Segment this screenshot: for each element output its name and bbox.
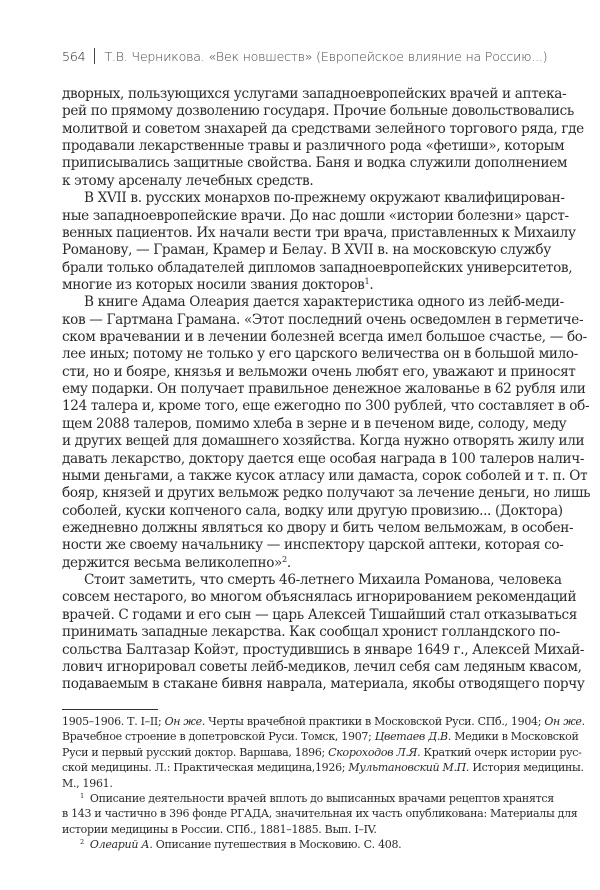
text-run: ему подарки. Он получает правильное денежное жалованье в 62 рубля или [62, 381, 586, 398]
text-run: молитвой и советом знахарей да средствами зелейного торгового ряда, где [62, 120, 584, 137]
text-line [62, 760, 584, 775]
text-line [62, 363, 576, 381]
text-run: Краткий очерк истории рус- [420, 745, 582, 759]
text-run: ков — Гартмана Грамана. «Этот последний очень осведомлен в герметиче- [62, 311, 584, 328]
text-run: лее иных; потому не только у его царского величества он в большой мило- [62, 346, 579, 363]
italic-text: Олеарий А. [89, 838, 153, 852]
text-run: щем 2088 талеров, помимо хлеба в зерне и в печеном виде, солоду, меду [62, 415, 567, 432]
text-line [62, 555, 548, 572]
text-line [62, 658, 582, 676]
italic-text: Цветаев Д.В. [374, 730, 452, 744]
text-run: . Черты врачебной практики в Московской Руси. СПб., 1904; [201, 715, 545, 728]
text-line [62, 729, 579, 744]
paragraph [62, 190, 576, 294]
text-line [62, 259, 573, 277]
footnote-marker: 2 [282, 553, 287, 564]
text-line [62, 791, 554, 806]
text-run: давать лекарство, доктору дается еще особая награда в 100 талеров налич- [62, 450, 585, 467]
text-run: принимать западные лекарства. Как сообщал хронист голландского по- [62, 624, 560, 641]
text-run: продавали лекарственные травы и различного рода «фетиши», которым [62, 138, 565, 155]
text-line [62, 572, 562, 589]
text-run: 124 талера и, кроме того, еще ежегодно по 300 рублей, что составляет в об- [62, 398, 590, 415]
text-line [62, 224, 576, 242]
text-line [62, 806, 578, 821]
page-number: 564 [62, 49, 86, 64]
paragraph [62, 86, 584, 190]
text-run: соболей, куски копченого сала, водку или другую провизию... (Доктора) [62, 502, 563, 519]
text-run: . [369, 276, 374, 293]
text-run: 1905–1906. Т. I–II; [62, 715, 165, 728]
text-run: ском врачевании и в лечении болезней всегда имел большое счастье, — бо- [62, 329, 587, 346]
text-line [62, 155, 568, 172]
text-run: в 143 и частично в 396 фонде РГАДА, значительная их часть опубликована: Материалы для [62, 807, 578, 821]
text-run: Романову, — Граман, Крамер и Белау. В XVII в. на московскую службу [62, 242, 551, 259]
text-line [62, 311, 584, 329]
text-line [62, 837, 548, 852]
text-line [62, 242, 551, 259]
text-line [62, 190, 565, 207]
footnote [62, 837, 548, 852]
paragraph [62, 572, 585, 694]
text-run: венных пациентов. Их начали вести три врача, приставленных к Михаилу [62, 224, 576, 241]
italic-text: Скороходов Л.Я. [328, 745, 421, 759]
text-run: врачей. С годами и его сын — царь Алексей Тишайший стал отказываться [62, 606, 578, 623]
text-run: дворных, пользующихся услугами западноевропейских врачей и аптека- [62, 86, 567, 102]
text-run: бояр, князей и других вельмож редко получают за лечение деньги, но лишь [62, 485, 591, 502]
text-run: брали только обладателей дипломов западноевропейских университетов, [62, 259, 573, 276]
text-run: держится весьма великолепно» [62, 554, 282, 571]
text-line [62, 398, 590, 415]
text-run: сольства Балтазар Койэт, простудившись в январе 1649 г., Алексей Михай- [62, 641, 585, 658]
text-line [62, 173, 548, 190]
text-line [62, 381, 586, 398]
text-run: В XVII в. русских монархов по-прежнему окружают квалифицирован- [84, 190, 565, 207]
text-run: История медицины. [469, 761, 584, 775]
text-run: совсем нестарого, во многом объяснялась игнорированием рекомендаций [62, 589, 577, 606]
main-text [62, 86, 591, 694]
text-run: Стоит заметить, что смерть 46-летнего Михаила Романова, человека [84, 572, 562, 589]
italic-text: Он же [544, 715, 582, 728]
text-run: Медики в Московской [451, 730, 579, 744]
text-line [62, 745, 582, 760]
text-line [62, 519, 574, 537]
text-run: . [286, 554, 291, 571]
text-line [62, 277, 548, 294]
text-run: ности же своему начальнику — инспектору царской аптеки, которая со- [62, 537, 564, 554]
text-run: и других вещей для домашнего хозяйства. Когда нужно отворять жилу или [62, 433, 585, 450]
text-line [62, 676, 585, 693]
text-run: Описание путешествия в Московию. С. 408. [152, 838, 402, 852]
text-run: Врачебное строение в допетровской Руси. Томск, 1907; [62, 730, 375, 744]
text-line [62, 103, 574, 120]
footnote [62, 714, 585, 791]
text-line [62, 86, 567, 103]
text-run: Описание деятельности врачей вплоть до выписанных врачами рецептов хранятся [89, 791, 554, 805]
text-run: рей по прямому дозволению государя. Прочие больные довольствовались [62, 103, 574, 120]
text-run: Руси и первый русский доктор. Варшава, 1896; [62, 745, 329, 759]
text-run: ской медицины. Л.: Практическая медицина,1926; [62, 761, 349, 775]
text-run: . [581, 715, 585, 728]
text-run: лович игнорировал советы лейб-медиков, лечил себя сам ледяным квасом, [62, 658, 582, 675]
text-line [62, 641, 585, 659]
text-run: ные западноевропейские врачи. До нас дошли «истории болезни» царст- [62, 207, 569, 224]
text-run: многие из которых носили звания докторов [62, 276, 365, 293]
text-line [62, 485, 591, 502]
text-run: ными деньгами, а также кусок атласу или дамаста, сорок соболей и т. п. От [62, 467, 588, 484]
paragraph [62, 294, 591, 572]
text-line [62, 415, 567, 433]
footnote-marker: 1 [364, 276, 370, 287]
running-title: Т.В. Черникова. «Век новшеств» (Европейское влияние на Россию...) [104, 49, 548, 64]
text-line [62, 714, 585, 729]
text-line [62, 502, 563, 520]
text-line [62, 467, 588, 485]
text-line [62, 776, 548, 791]
text-line [62, 207, 569, 225]
footnote [62, 791, 578, 837]
text-run: приписывались защитные свойства. Баня и водка служили дополнением [62, 155, 568, 172]
header-divider [94, 48, 95, 64]
running-header [62, 48, 547, 64]
footnotes [62, 714, 585, 853]
text-run: истории медицины в России. СПб., 1881–1885. Вып. I–IV. [62, 822, 377, 836]
text-line [62, 433, 585, 450]
text-line [62, 346, 579, 363]
text-line [62, 589, 577, 606]
italic-text: Мультановский М.П. [348, 761, 470, 775]
text-line [62, 294, 564, 311]
footnote-rule [62, 709, 158, 710]
italic-text: Он же [164, 715, 202, 728]
text-line [62, 450, 585, 468]
text-run: подаваемым в стакане бивня наврала, материала, якобы отводящего порчу [62, 676, 585, 693]
footnote-marker: 2 [80, 838, 84, 847]
text-line [62, 606, 578, 624]
text-line [62, 329, 587, 346]
text-line [62, 537, 564, 554]
text-run: к этому арсеналу лечебных средств. [62, 172, 314, 189]
footnote-marker: 1 [80, 792, 84, 800]
text-line [62, 822, 548, 837]
text-run: сти, но и бояре, князья и вельможи очень любят его, уважают и приносят [62, 363, 576, 380]
text-run: М., 1961. [62, 776, 113, 790]
text-line [62, 120, 584, 138]
text-line [62, 138, 565, 155]
text-line [62, 624, 560, 641]
text-run: ежедневно должны являться ко двору и бить челом вельможам, в особен- [62, 519, 574, 536]
text-run: В книге Адама Олеария дается характеристика одного из лейб-меди- [84, 294, 564, 311]
